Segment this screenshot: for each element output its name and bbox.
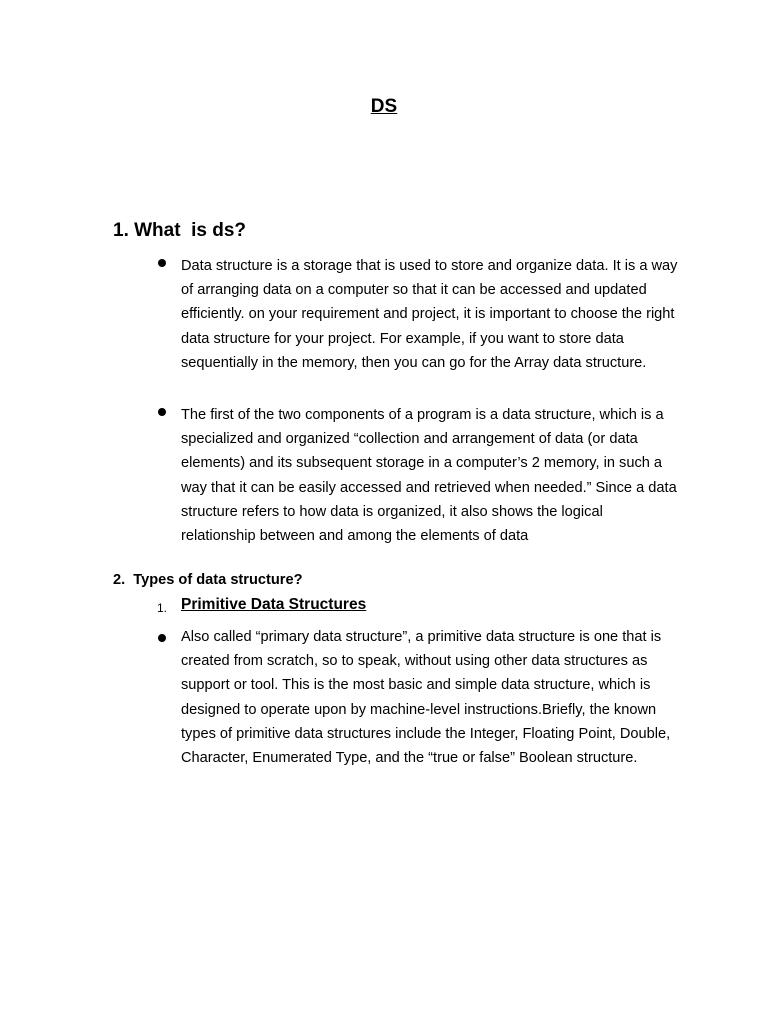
list-item: Data structure is a storage that is used to store and organize data. It is a way of arranging data on a computer so that it can be accessed and updated efficiently. on your requirement and project, it is important to choose the right data structure for your project. For example, if you want to store data sequentially in the memory, then you can go for the Array data structure. bbox=[181, 258, 678, 371]
subsection-heading-primitive: Primitive Data Structures bbox=[181, 596, 367, 613]
bullet-icon bbox=[158, 634, 166, 642]
subsection-number: 1. bbox=[157, 601, 168, 615]
section-heading-types: 2. Types of data structure? bbox=[113, 572, 303, 588]
list-item: The first of the two components of a program is a data structure, which is a specialized and organized “collection and arrangement of data (or data elements) and its subsequent storage in a computer’s 2 memory, in such a way that it can be easily accessed and retrieved when needed.” Since a data structure refers to how data is organized, it also shows the logical relationship between and among the elements of data bbox=[181, 407, 677, 545]
list-item: Also called “primary data structure”, a primitive data structure is one that is created from scratch, so to speak, without using other data structures as support or tool. This is the most basic and simple data structure, which is designed to operate upon by machine-level instructions.Briefly, the known types of primitive data structures include the Integer, Floating Point, Double, Character, Enumerated Type, and the “true or false” Boolean structure. bbox=[181, 629, 671, 767]
bullet-icon bbox=[158, 259, 166, 267]
bullet-icon bbox=[158, 408, 166, 416]
document-title: DS bbox=[370, 96, 398, 117]
section-heading-what-is-ds: 1. What is ds? bbox=[113, 220, 247, 241]
